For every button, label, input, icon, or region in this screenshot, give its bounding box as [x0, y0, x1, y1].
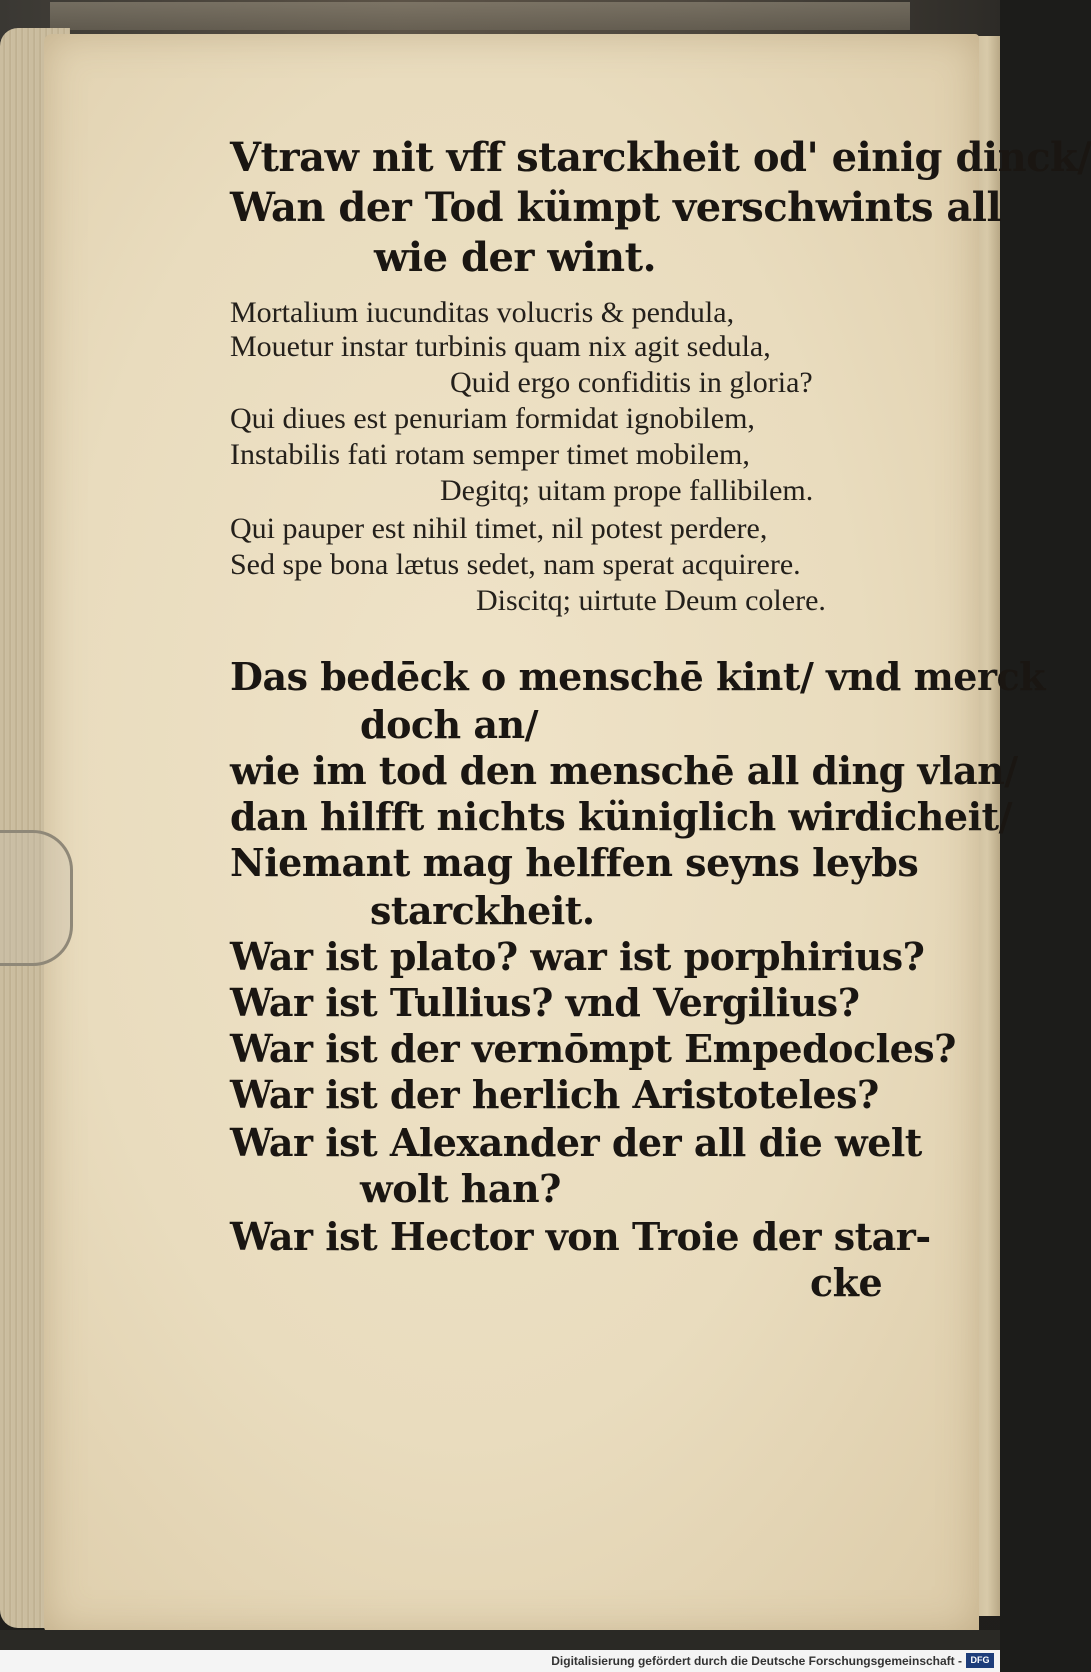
german-line-12: wolt han?	[360, 1166, 561, 1211]
german-line-1: Das bedēck o menschē kint/ vnd merck	[230, 654, 1045, 699]
latin-line-7: Qui pauper est nihil timet, nil potest perdere,	[230, 512, 768, 545]
german-line-3: wie im tod den menschē all ding vlan/	[230, 748, 1018, 793]
german-line-2: doch an/	[360, 702, 539, 747]
german-line-5: Niemant mag helffen seyns leybs	[230, 840, 919, 885]
latin-line-1: Mortalium iucunditas volucris & pendula,	[230, 296, 735, 329]
latin-line-2: Mouetur instar turbinis quam nix agit sedula,	[230, 330, 771, 363]
book-page	[44, 34, 1091, 1634]
latin-line-9: Discitq; uirtute Deum colere.	[476, 584, 826, 617]
german-line-7: War ist plato? war ist porphirius?	[230, 934, 925, 979]
latin-line-8: Sed spe bona lætus sedet, nam sperat acquirere.	[230, 548, 801, 581]
german-line-6: starckheit.	[370, 888, 595, 933]
latin-line-4: Qui diues est penuriam formidat ignobilem,	[230, 402, 755, 435]
german-line-10: War ist der herlich Aristoteles?	[230, 1072, 879, 1117]
dfg-logo-icon: DFG	[966, 1653, 994, 1668]
german-line-11: War ist Alexander der all die welt	[230, 1120, 922, 1165]
footer-credit: Digitalisierung gefördert durch die Deutsche Forschungsgemeinschaft -	[551, 1654, 962, 1668]
clasp	[0, 830, 73, 966]
latin-line-3: Quid ergo confiditis in gloria?	[450, 366, 813, 399]
german-line-4: dan hilfft nichts küniglich wirdicheit/	[230, 794, 1012, 839]
german-line-14: cke	[810, 1260, 883, 1305]
german-line-9: War ist der vernōmpt Empedocles?	[230, 1026, 956, 1071]
heading-line-2: Wan der Tod kümpt verschwints all	[230, 184, 1002, 231]
german-line-13: War ist Hector von Troie der star-	[230, 1214, 931, 1259]
heading-line-3: wie der wint.	[374, 234, 657, 281]
latin-line-5: Instabilis fati rotam semper timet mobilem,	[230, 438, 750, 471]
footer-bar	[0, 1650, 1000, 1672]
latin-line-6: Degitq; uitam prope fallibilem.	[440, 474, 814, 507]
heading-line-1: Vtraw nit vff starckheit od' einig dinck/	[230, 134, 1091, 181]
scan-bottom-band	[0, 1630, 1000, 1650]
binding-label	[50, 2, 910, 30]
german-line-8: War ist Tullius? vnd Vergilius?	[230, 980, 860, 1025]
